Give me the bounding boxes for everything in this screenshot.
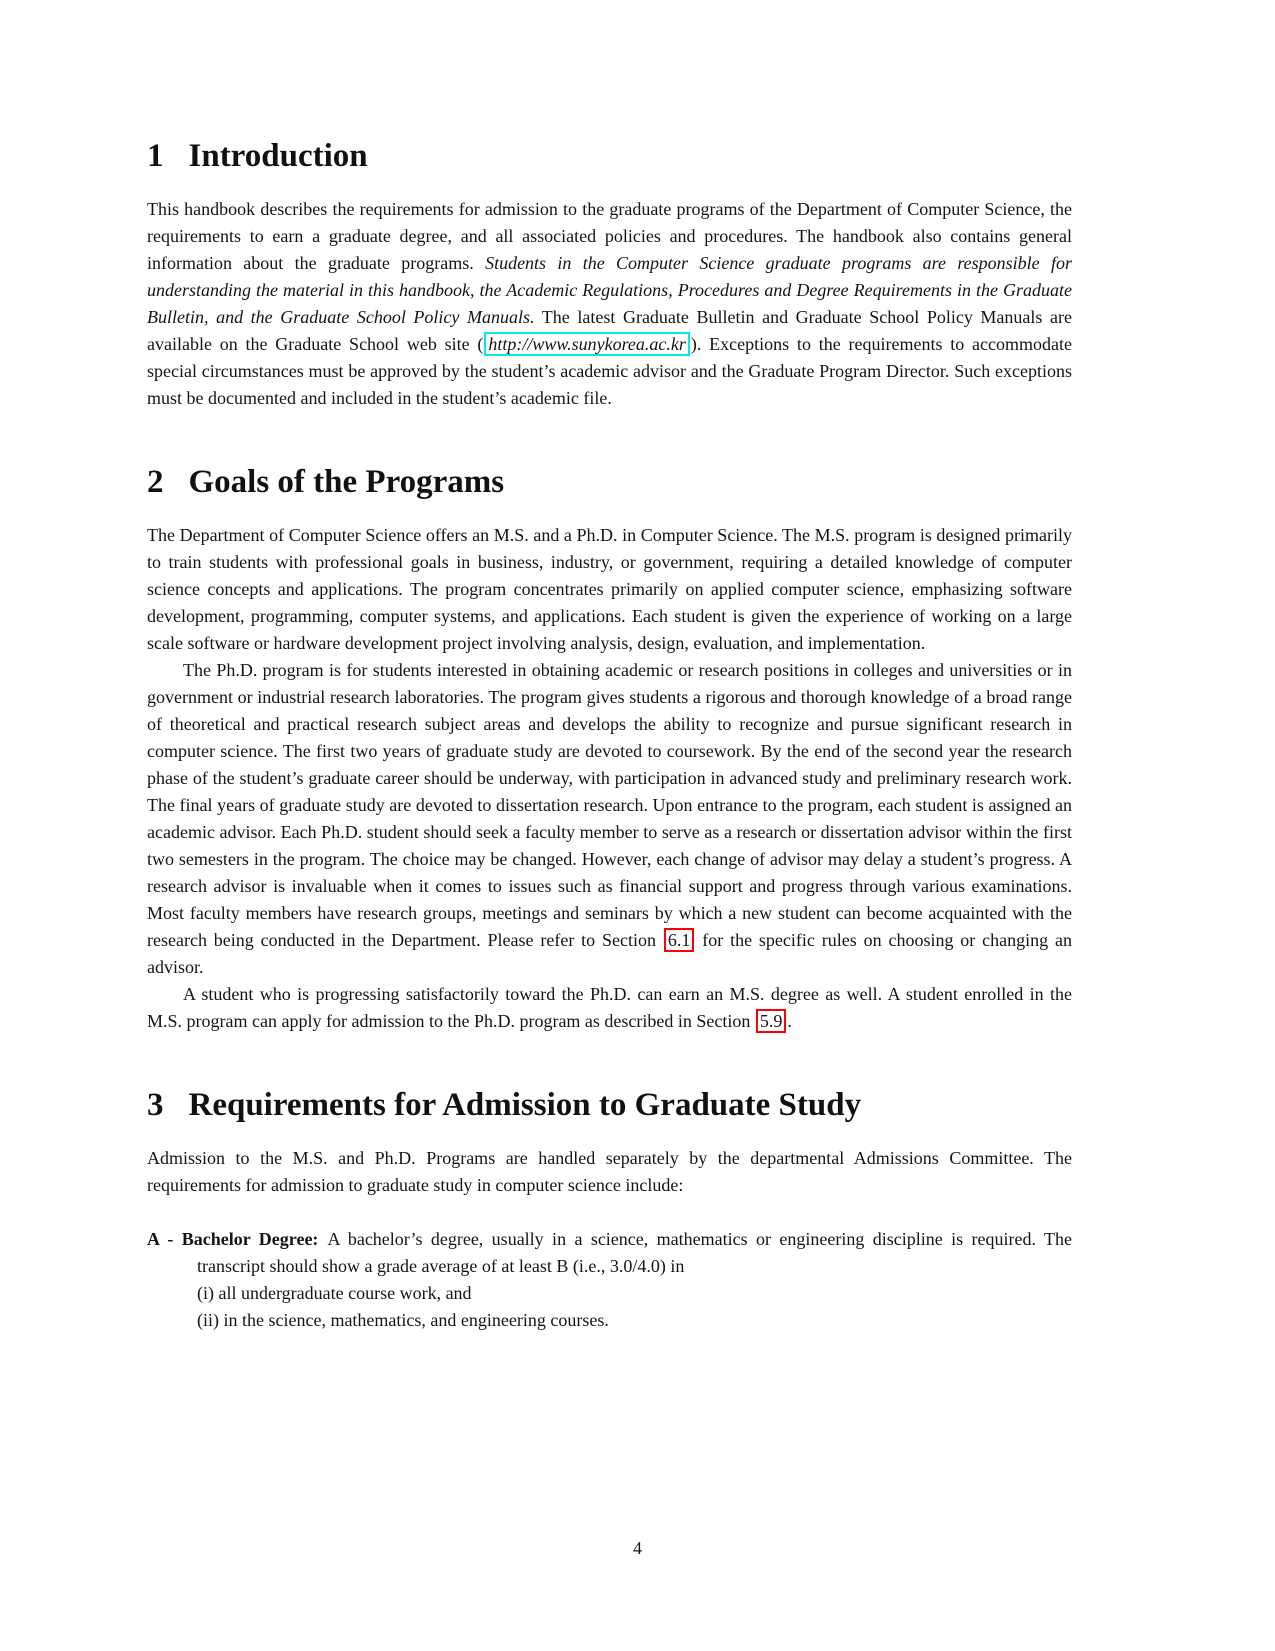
section-number: 1 bbox=[147, 138, 164, 174]
text-run: The Department of Computer Science offers an M.S. and a Ph.D. in Computer Science. The M.S. program is designed primarily to train students with professional goals in business, industry, or government, requiring a detailed knowledge of computer science concepts and applications. The program concentrates primarily on applied computer science, emphasizing software development, programming, computer systems, and applications. Each student is given the experience of working on a large scale software or hardware development project involving analysis, design, evaluation, and implementation. bbox=[147, 525, 1072, 653]
section-title: Introduction bbox=[188, 138, 368, 174]
page-footer bbox=[0, 1538, 1275, 1559]
paragraph bbox=[147, 981, 1072, 1035]
section-ref-link[interactable]: 5.9 bbox=[756, 1009, 787, 1033]
paragraph bbox=[147, 196, 1072, 412]
section-title: Requirements for Admission to Graduate Study bbox=[188, 1087, 862, 1123]
paragraph bbox=[147, 522, 1072, 657]
section-number: 3 bbox=[147, 1087, 164, 1123]
section-heading-1 bbox=[147, 138, 1072, 174]
page-number: 4 bbox=[633, 1538, 642, 1558]
text-run: The Ph.D. program is for students interested in obtaining academic or research positions in colleges and universities or in government or industrial research laboratories. The program gives students a rigorous and thorough knowledge of a broad range of theoretical and practical research subject areas and develops the ability to recognize and pursue significant research in computer science. The first two years of graduate study are devoted to coursework. By the end of the second year the research phase of the student’s graduate career should be underway, with participation in advanced study and preliminary research work. The final years of graduate study are devoted to dissertation research. Upon entrance to the program, each student is assigned an academic advisor. Each Ph.D. student should seek a faculty member to serve as a research or dissertation advisor within the first two semesters in the program. The choice may be changed. However, each change of advisor may delay a student’s progress. A research advisor is invaluable when it comes to issues such as financial support and progress through various examinations. Most faculty members have research groups, meetings and seminars by which a new student can become acquainted with the research being conducted in the Department. Please refer to Section bbox=[147, 660, 1072, 950]
text-run: A student who is progressing satisfactorily toward the Ph.D. can earn an M.S. degree as well. A student enrolled in the M.S. program can apply for admission to the Ph.D. program as described in Section bbox=[147, 984, 1072, 1031]
requirement-item-line: (ii) in the science, mathematics, and engineering courses. bbox=[197, 1310, 609, 1330]
paragraph bbox=[147, 657, 1072, 981]
text-run: for the specific rules on choosing or changing an advisor. bbox=[147, 930, 1072, 977]
text-run: . bbox=[787, 1011, 792, 1031]
text-run: The latest Graduate Bulletin and Graduate School Policy Manuals are available on the Graduate School web site ( bbox=[147, 307, 1072, 354]
text-run: ). Exceptions to the requirements to accommodate special circumstances must be approved by the student’s academic advisor and the Graduate Program Director. Such exceptions must be documented and included in the student’s academic file. bbox=[147, 334, 1072, 408]
requirement-item-line: (i) all undergraduate course work, and bbox=[197, 1283, 472, 1303]
section-heading-3 bbox=[147, 1087, 1072, 1123]
sections-container bbox=[147, 138, 1072, 1334]
requirement-item-line: A bachelor’s degree, usually in a science, mathematics or engineering discipline is required. The transcript should show a grade average of at least B (i.e., 3.0/4.0) in bbox=[197, 1229, 1072, 1276]
section-heading-2 bbox=[147, 464, 1072, 500]
text-run: Admission to the M.S. and Ph.D. Programs are handled separately by the departmental Admissions Committee. The requirements for admission to graduate study in computer science include: bbox=[147, 1148, 1072, 1195]
paragraph bbox=[147, 1145, 1072, 1199]
requirement-item-label: A - Bachelor Degree: bbox=[147, 1229, 319, 1249]
url-link[interactable]: http://www.sunykorea.ac.kr bbox=[484, 332, 689, 356]
section-number: 2 bbox=[147, 464, 164, 500]
section-title: Goals of the Programs bbox=[188, 464, 505, 500]
requirement-item bbox=[147, 1226, 1072, 1334]
text-run: This handbook describes the requirements for admission to the graduate programs of the Department of Computer Science, the requirements to earn a graduate degree, and all associated policies and procedures. The handbook also contains general information about the graduate programs. bbox=[147, 199, 1072, 273]
section-ref-link[interactable]: 6.1 bbox=[664, 928, 695, 952]
italic-text-run: Students in the Computer Science graduate programs are responsible for understanding the material in this handbook, the Academic Regulations, Procedures and Degree Requirements in the Graduate Bulletin, and the Graduate School Policy Manuals. bbox=[147, 253, 1072, 327]
